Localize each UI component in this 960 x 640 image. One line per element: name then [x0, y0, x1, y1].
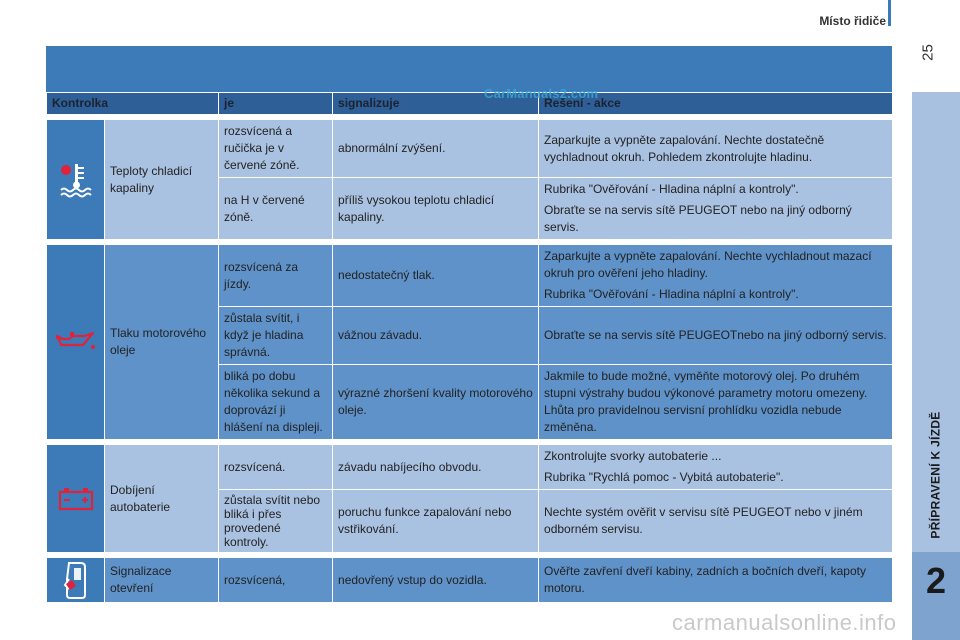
column-header-reseni: Řešení - akce: [539, 93, 893, 115]
chapter-number: 2: [925, 560, 947, 601]
signals-cell: poruchu funkce zapalování nebo vstřikování.: [333, 490, 539, 553]
state-cell: rozsvícená a ručička je v červené zóně.: [219, 120, 333, 178]
state-cell: na H v červené zóně.: [219, 178, 333, 240]
action-text: Nechte systém ověřit v servisu sítě PEUGEOT nebo v jiném odborném servisu.: [544, 505, 863, 536]
header-rule: [888, 0, 891, 26]
warning-lights-table: [46, 92, 893, 603]
signals-cell: vážnou závadu.: [333, 307, 539, 365]
signals-cell: závadu nabíjecího obvodu.: [333, 445, 539, 490]
state-cell: bliká po dobu několika sekund a doprovází ji hlášení na displeji.: [219, 365, 333, 440]
state-cell: rozsvícená za jízdy.: [219, 245, 333, 307]
coolant-temperature-icon: [56, 160, 96, 200]
signals-cell: příliš vysokou teplotu chladicí kapaliny.: [333, 178, 539, 240]
signals-cell: nedovřený vstup do vozidla.: [333, 558, 539, 603]
door-name: Signalizace otevření: [105, 558, 219, 603]
oil-icon-cell: [47, 245, 105, 440]
action-text: Rubrika "Ověřování - Hladina náplní a kontroly".: [544, 182, 799, 196]
coolant-name: Teploty chladicí kapaliny: [105, 120, 219, 240]
oil-pressure-icon: [55, 330, 97, 354]
battery-icon: [57, 486, 95, 512]
action-text: Jakmile to bude možné, vyměňte motorový olej. Po druhém stupni výstrahy budou výkonové parametry motoru omezeny. Lhůta pro pravidelnou servisní prohlídku vozidla nebude změněna.: [544, 369, 868, 434]
section-title: Místo řidiče: [819, 14, 886, 28]
page-number: 25: [919, 44, 937, 61]
battery-icon-cell: [47, 445, 105, 553]
table-row: [47, 445, 893, 490]
column-header-signalizuje: signalizuje: [333, 93, 539, 115]
table-header-row: [47, 93, 893, 115]
actions-cell: [539, 307, 893, 365]
action-text: Ověřte zavření dveří kabiny, zadních a bočních dveří, kapoty motoru.: [544, 564, 866, 595]
table-top-band: [46, 46, 892, 92]
actions-cell: [539, 245, 893, 307]
action-text: Obraťte se na servis sítě PEUGEOT nebo na jiný odborný servis.: [544, 203, 852, 234]
oil-name: Tlaku motorového oleje: [105, 245, 219, 440]
action-text: Zkontrolujte svorky autobaterie ...: [544, 449, 722, 463]
signals-cell: nedostatečný tlak.: [333, 245, 539, 307]
action-text: Zaparkujte a vypněte zapalování. Nechte dostatečně vychladnout okruh. Pohledem zkontrolujte hladinu.: [544, 132, 825, 164]
state-cell: rozsvícená,: [219, 558, 333, 603]
actions-cell: [539, 490, 893, 553]
action-text: Zaparkujte a vypněte zapalování. Nechte vychladnout mazací okruh pro ověření jeho hladiny.: [544, 249, 872, 280]
actions-cell: [539, 558, 893, 603]
chapter-title-text: PŘÍPRAVENÍ K JÍZDĚ: [929, 411, 944, 539]
column-header-je: je: [219, 93, 333, 115]
watermark-bottom: carmanualsonline.info: [672, 610, 897, 635]
door-open-icon: [61, 560, 91, 600]
actions-cell: [539, 178, 893, 240]
battery-name: Dobíjení autobaterie: [105, 445, 219, 553]
table-row: [47, 120, 893, 178]
signals-cell: výrazné zhoršení kvality motorového oleje.: [333, 365, 539, 440]
chapter-title: [912, 400, 960, 550]
column-header-kontrolka: Kontrolka: [47, 93, 219, 115]
signals-cell: abnormální zvýšení.: [333, 120, 539, 178]
action-text: Rubrika "Ověřování - Hladina náplní a kontroly".: [544, 287, 799, 301]
state-cell: zůstala svítit, i když je hladina správná.: [219, 307, 333, 365]
actions-cell: [539, 445, 893, 490]
table-row: [47, 245, 893, 307]
actions-cell: [539, 365, 893, 440]
action-text: Obraťte se na servis sítě PEUGEOTnebo na jiný odborný servis.: [544, 328, 887, 342]
actions-cell: [539, 120, 893, 178]
table-row: [47, 558, 893, 603]
coolant-icon-cell: [47, 120, 105, 240]
action-text: Rubrika "Rychlá pomoc - Vybitá autobaterie".: [544, 470, 784, 484]
state-cell: zůstala svítit nebo bliká i přes provedené kontroly.: [219, 490, 333, 553]
watermark-top: CarManuals2.com: [484, 86, 599, 101]
state-cell: rozsvícená.: [219, 445, 333, 490]
door-icon-cell: [47, 558, 105, 603]
